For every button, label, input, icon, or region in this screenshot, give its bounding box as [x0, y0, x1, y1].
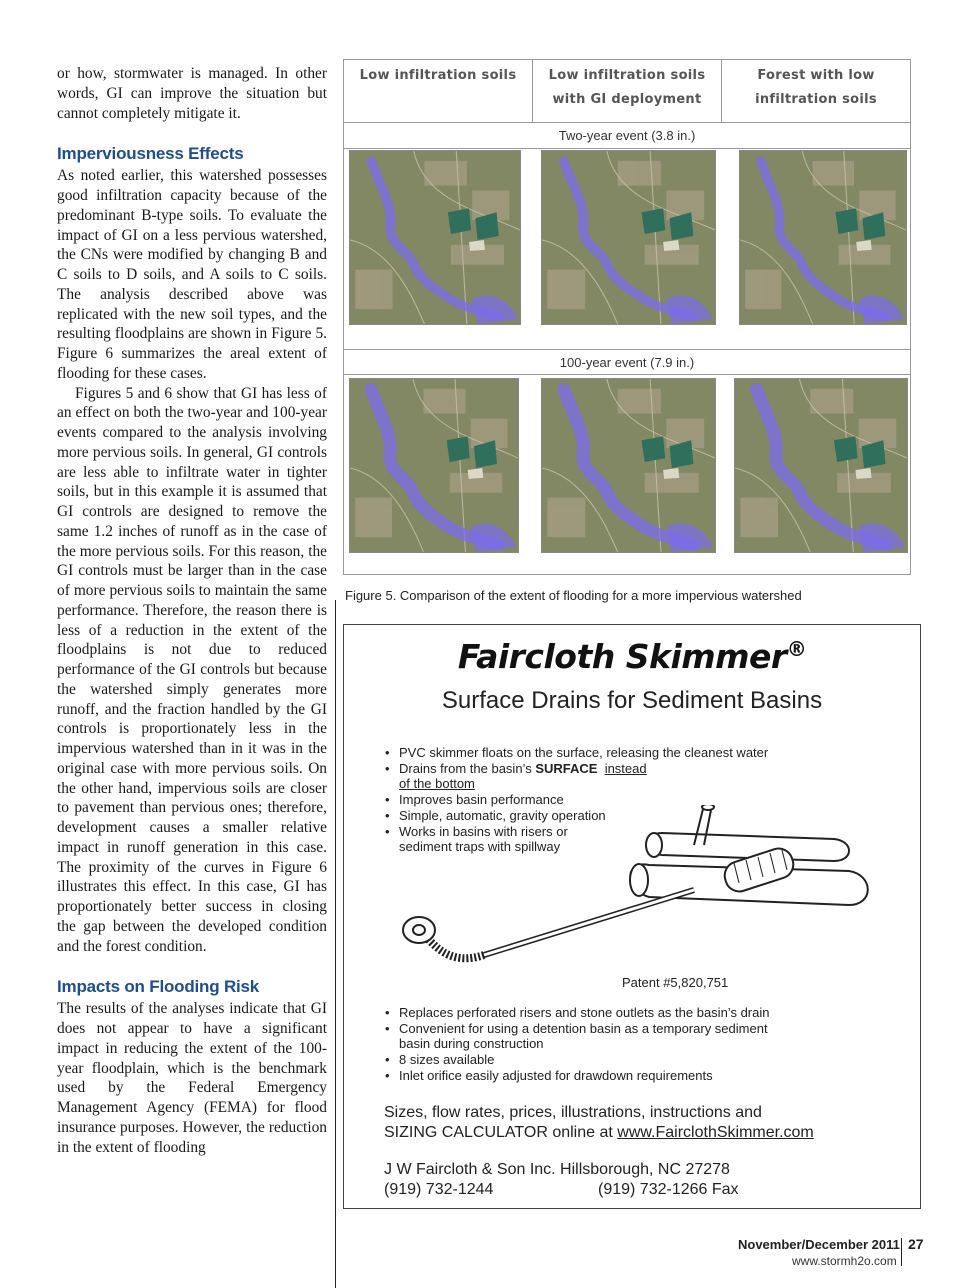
- figure-column-header: [532, 60, 721, 122]
- map-image: [542, 151, 715, 324]
- flood-map: [734, 378, 908, 553]
- ad-title-text: Faircloth Skimmer: [457, 637, 787, 676]
- article-paragraph: Figures 5 and 6 show that GI has less of an effect on both the two-year and 100-year events compared to the analysis involving more pervious soils. In general, GI controls are less able to infiltrate water in tighter soils, but in this example it is assumed that GI controls are designed to remove the same 1.2 inches of runoff as in the case of the more pervious soils. For this reason, the GI controls must be larger than in the case of more pervious soils to maintain the same performance. Therefore, the reason there is less of a reduction in the extent of the floodplains is not due to reduced performance of the GI controls but because the watershed simply generates more runoff, and the fraction handled by the GI controls is proportionately less in the impervious watershed than in it was in the original case with more pervious soils. On the other hand, impervious soils are closer to pavement than pervious ones; therefore, development causes a smaller relative impact in runoff generation in this case. The proximity of the curves in Figure 6 illustrates this effect. In this case, GI has proportionately better success in closing the gap between the developed condition and the forest condition.: [57, 384, 327, 955]
- footer-divider: [901, 1238, 902, 1266]
- column-divider: [335, 600, 336, 1288]
- figure-column-header-line: with GI deployment: [552, 92, 702, 107]
- article-column: [57, 64, 327, 1157]
- fax-number: (919) 732-1266 Fax: [598, 1181, 739, 1198]
- registered-mark: ®: [786, 637, 807, 661]
- list-item: [384, 761, 904, 792]
- list-item-text: Inlet orifice easily adjusted for drawdown requirements: [399, 1067, 713, 1083]
- advertisement: [343, 624, 921, 1209]
- ad-info-line: Sizes, flow rates, prices, illustrations, instructions and: [384, 1104, 762, 1121]
- list-item: [384, 1021, 904, 1052]
- phone-number: (919) 732-1244: [384, 1181, 494, 1198]
- article-paragraph: As noted earlier, this watershed possesses good infiltration capacity because of the predominant B-type soils. To evaluate the impact of GI on a less pervious watershed, the CNs were modified by changing B and C soils to D soils, and A soils to C soils. The analysis described above was replicated with the new soil types, and the resulting floodplains are shown in Figure 5. Figure 6 summarizes the areal extent of flooding for these cases.: [57, 167, 327, 382]
- list-item-text: Replaces perforated risers and stone outlets as the basin’s drain: [399, 1005, 770, 1020]
- event-label-hundred-year: 100-year event (7.9 in.): [344, 349, 910, 375]
- list-item-bold: SURFACE: [535, 760, 598, 776]
- map-image: [740, 151, 906, 324]
- section-heading: Impacts on Flooding Risk: [57, 977, 260, 997]
- list-item-text: Works in basins with risers or: [399, 823, 568, 839]
- ad-info-text: SIZING CALCULATOR online at: [384, 1124, 618, 1141]
- figure-column-header-line: Low infiltration soils: [359, 68, 517, 83]
- company-address: J W Faircloth & Son Inc. Hillsborough, NC 27278: [384, 1161, 730, 1178]
- patent-number: Patent #5,820,751: [622, 975, 729, 990]
- figure-column-header-line: infiltration soils: [755, 92, 877, 107]
- footer-url: www.stormh2o.com: [792, 1254, 897, 1268]
- list-item-text: 8 sizes available: [399, 1052, 495, 1068]
- section-heading: Imperviousness Effects: [57, 144, 244, 164]
- list-item-text: sediment traps with spillway: [399, 839, 561, 855]
- figure-column-header-line: Low infiltration soils: [548, 68, 706, 83]
- map-image: [350, 151, 520, 324]
- list-item-text: basin during construction: [399, 1036, 544, 1052]
- phone-line: [384, 1180, 739, 1200]
- list-item-text: PVC skimmer floats on the surface, releasing the cleanest water: [399, 745, 769, 760]
- list-item-text: Convenient for using a detention basin as a temporary sediment: [399, 1020, 768, 1036]
- ad-contact: [384, 1160, 739, 1200]
- map-image: [350, 379, 518, 552]
- ad-info: [384, 1103, 814, 1143]
- list-item: [384, 1068, 904, 1084]
- list-item: [384, 1052, 904, 1068]
- figure-header-row: [344, 60, 910, 123]
- flood-map: [349, 378, 519, 553]
- list-item-text: Simple, automatic, gravity operation: [399, 807, 606, 823]
- list-item-text: Improves basin performance: [399, 792, 564, 808]
- ad-subtitle: Surface Drains for Sediment Basins: [441, 687, 823, 714]
- ad-info-line: [384, 1123, 814, 1143]
- figure-5: [343, 59, 911, 575]
- flood-map: [349, 150, 521, 325]
- figure-column-header: [721, 60, 910, 122]
- flood-map: [541, 378, 716, 553]
- ad-title: [344, 637, 920, 676]
- list-item: [384, 1005, 904, 1021]
- map-image: [735, 379, 907, 552]
- list-item-text: Drains from the basin’s: [399, 760, 536, 776]
- skimmer-illustration: [394, 805, 894, 995]
- article-paragraph: or how, stormwater is managed. In other words, GI can improve the situation but cannot completely mitigate it.: [57, 65, 327, 122]
- list-item: [384, 745, 904, 761]
- issue-date: November/December 2011: [738, 1237, 900, 1252]
- list-item-underlined: instead: [604, 760, 647, 776]
- ad-benefits-list: [384, 1005, 904, 1084]
- list-item-underlined: of the bottom: [399, 776, 475, 792]
- page-number: 27: [908, 1236, 924, 1252]
- flood-map: [541, 150, 716, 325]
- map-image: [542, 379, 715, 552]
- website-link[interactable]: www.FairclothSkimmer.com: [617, 1124, 814, 1141]
- article-paragraph: The results of the analyses indicate that GI does not appear to have a significant impact in reducing the extent of the 100-year floodplain, which is the benchmark used by the Federal Emergency Management Agency (FEMA) for flood insurance purposes. However, the reduction in the extent of flooding: [57, 1000, 327, 1156]
- flood-map: [739, 150, 907, 325]
- figure-column-header: [344, 60, 532, 122]
- figure-column-header-line: Forest with low: [757, 68, 875, 83]
- event-label-two-year: Two-year event (3.8 in.): [344, 123, 910, 149]
- figure-caption: Figure 5. Comparison of the extent of flooding for a more impervious watershed: [345, 588, 802, 603]
